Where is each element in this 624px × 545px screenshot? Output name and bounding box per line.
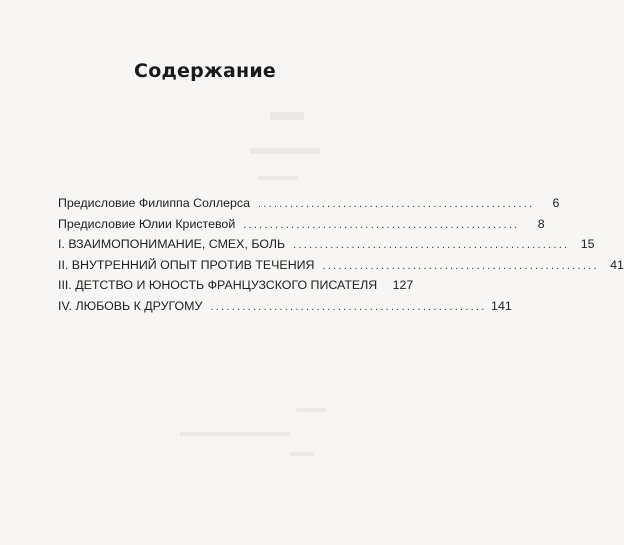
- toc-entry-label: IV. ЛЮБОВЬ К ДРУГОМУ: [58, 298, 203, 313]
- show-through-mark: [180, 432, 290, 436]
- dot-leader: [258, 198, 531, 210]
- toc-entry-page: 41: [610, 257, 624, 272]
- dot-leader: [323, 260, 596, 272]
- show-through-mark: [290, 452, 314, 456]
- toc-entry[interactable]: [58, 237, 595, 258]
- toc-entry-label: Предисловие Филиппа Соллерса: [58, 196, 251, 210]
- toc-entry-page: 8: [537, 216, 545, 231]
- show-through-mark: [296, 408, 326, 412]
- toc-entry[interactable]: [58, 257, 624, 279]
- toc-entry[interactable]: [58, 196, 560, 217]
- show-through-mark: [250, 148, 320, 154]
- toc-entry-label: I. ВЗАИМОПОНИМАНИЕ, СМЕХ, БОЛЬ: [58, 237, 286, 251]
- toc-entry-page: 6: [552, 196, 560, 210]
- dot-leader: [243, 219, 516, 231]
- show-through-mark: [270, 112, 304, 120]
- toc-entry[interactable]: [58, 298, 512, 320]
- dot-leader: [293, 239, 566, 251]
- show-through-mark: [258, 176, 298, 180]
- dot-leader: [210, 301, 483, 313]
- toc-entry-page: 127: [392, 278, 414, 292]
- toc-entry-page: 141: [491, 298, 512, 313]
- toc-entry-label: III. ДЕТСТВО И ЮНОСТЬ ФРАНЦУЗСКОГО ПИСАТЕЛЯ: [58, 278, 378, 292]
- table-of-contents: [58, 196, 624, 319]
- toc-entry-label: Предисловие Юлии Кристевой: [58, 216, 236, 231]
- toc-entry-label: II. ВНУТРЕННИЙ ОПЫТ ПРОТИВ ТЕЧЕНИЯ: [58, 257, 315, 272]
- page-title: Содержание: [134, 60, 276, 82]
- toc-entry-page: 15: [580, 237, 595, 251]
- toc-entry[interactable]: [58, 216, 545, 238]
- toc-entry[interactable]: [58, 278, 414, 299]
